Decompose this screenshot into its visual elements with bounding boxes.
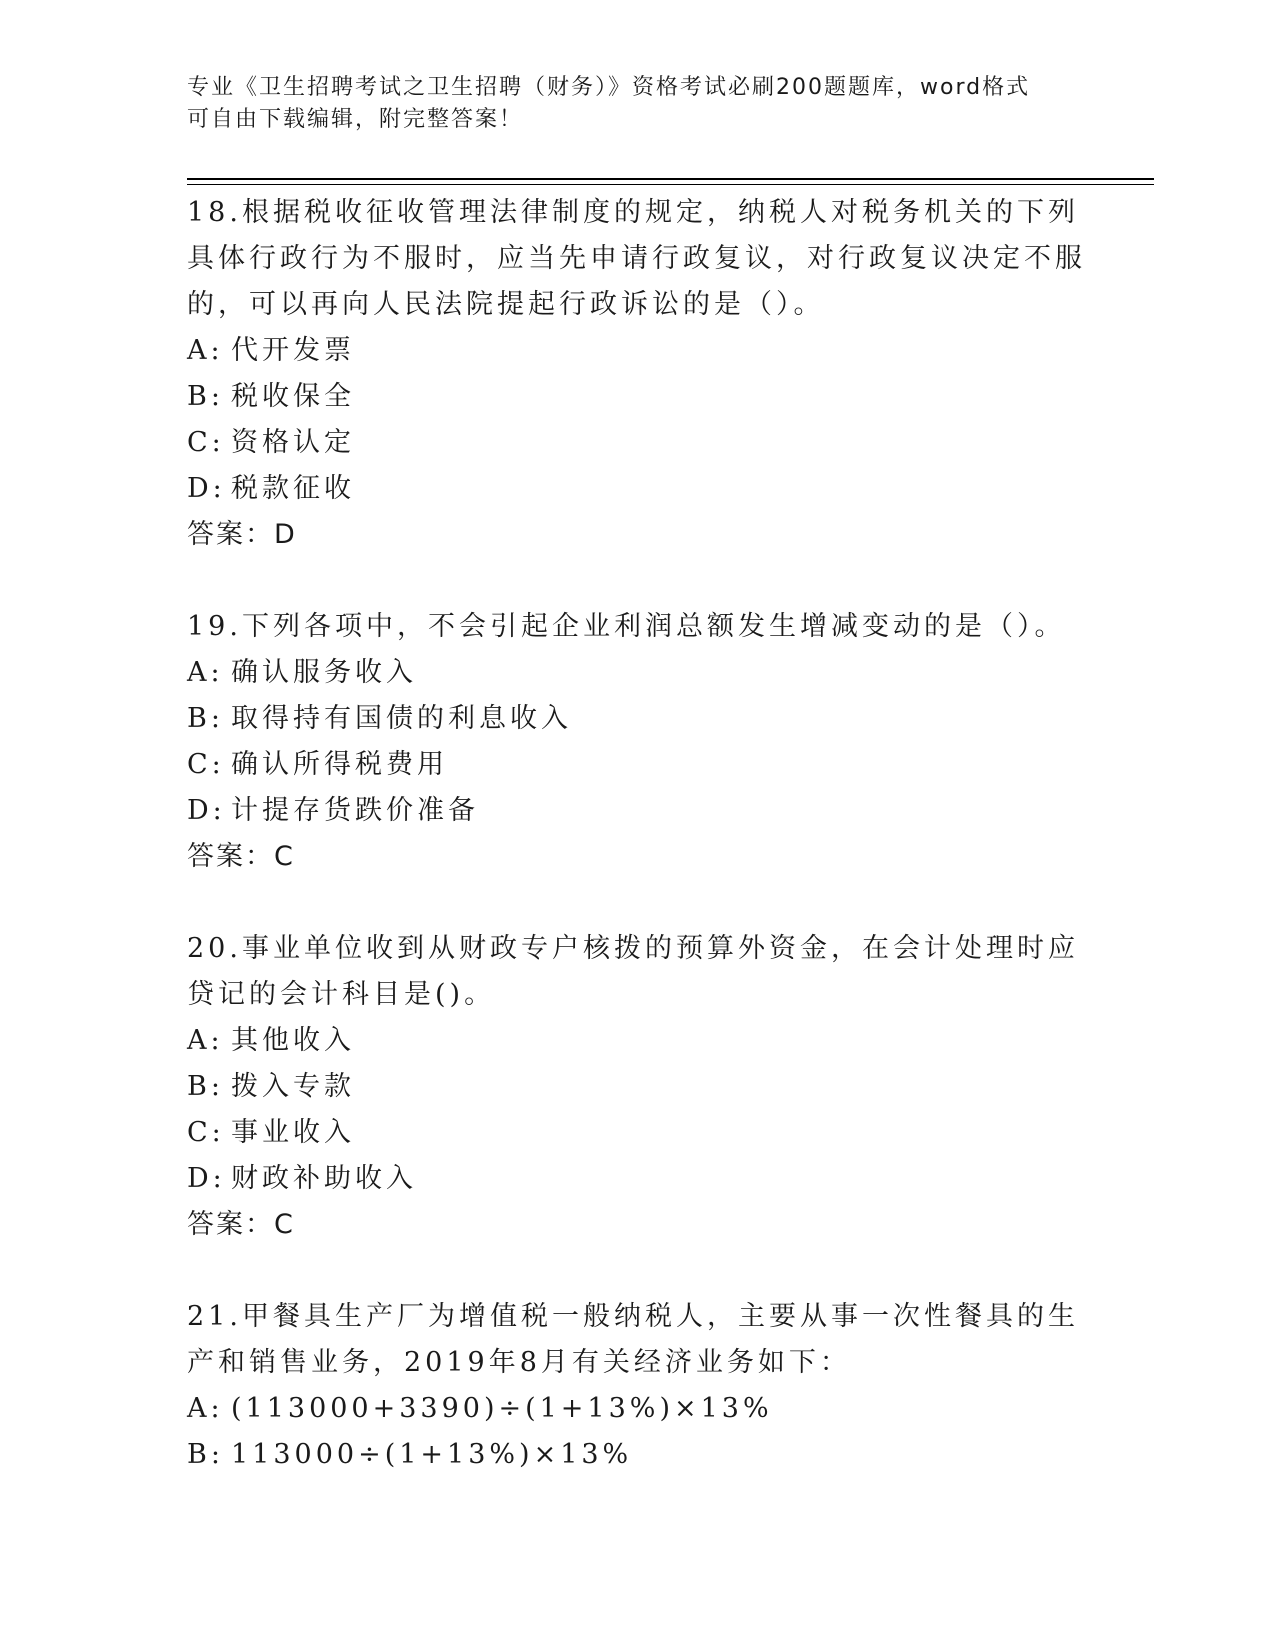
option-text: 113000÷(1+13%)×13% [231,1439,633,1470]
option-key: D: [187,1163,226,1194]
option-key: C: [187,1117,225,1148]
option-b [187,1432,1087,1478]
header-divider-thin [187,184,1154,185]
option-b [187,1064,1087,1110]
option-c [187,420,1087,466]
option-key: B: [187,1439,224,1470]
option-d [187,466,1087,512]
option-a [187,650,1087,696]
option-key: C: [187,427,225,458]
question-stem: 21.甲餐具生产厂为增值税一般纳税人，主要从事一次性餐具的生产和销售业务，2019年8月有关经济业务如下： [187,1301,1079,1378]
answer: 答案：D [187,519,297,550]
option-text: 取得持有国债的利息收入 [231,703,572,734]
option-text: (113000+3390)÷(1+13%)×13% [231,1393,773,1424]
header-line-2: 可自由下载编辑，附完整答案！ [187,107,524,132]
option-text: 其他收入 [231,1025,355,1056]
option-key: A: [187,335,224,366]
question-stem: 18.根据税收征收管理法律制度的规定，纳税人对税务机关的下列具体行政行为不服时，应当先申请行政复议，对行政复议决定不服的，可以再向人民法院提起行政诉讼的是（）。 [187,197,1086,320]
option-key: A: [187,657,224,688]
answer: 答案：C [187,841,295,872]
option-text: 计提存货跌价准备 [231,795,479,826]
option-b [187,696,1087,742]
option-text: 财政补助收入 [231,1163,417,1194]
option-key: B: [187,1071,224,1102]
option-a [187,1018,1087,1064]
document-header [187,72,1087,136]
question-stem: 19.下列各项中，不会引起企业利润总额发生增减变动的是（）。 [187,611,1066,642]
option-key: B: [187,703,224,734]
option-d [187,1156,1087,1202]
option-key: A: [187,1025,224,1056]
option-c [187,1110,1087,1156]
question-20 [187,926,1087,1248]
option-b [187,374,1087,420]
option-d [187,788,1087,834]
question-21 [187,1294,1087,1478]
option-text: 确认服务收入 [231,657,417,688]
option-a [187,1386,1087,1432]
answer: 答案：C [187,1209,295,1240]
option-key: A: [187,1393,224,1424]
option-text: 税收保全 [231,381,355,412]
header-divider-thick [187,178,1154,180]
option-c [187,742,1087,788]
question-19 [187,604,1087,880]
header-line-1: 专业《卫生招聘考试之卫生招聘（财务）》资格考试必刷200题题库，word格式 [187,75,1031,100]
option-text: 税款征收 [231,473,355,504]
question-stem: 20.事业单位收到从财政专户核拨的预算外资金，在会计处理时应贷记的会计科目是()。 [187,933,1079,1010]
option-text: 代开发票 [231,335,355,366]
option-key: B: [187,381,224,412]
option-a [187,328,1087,374]
option-text: 资格认定 [231,427,355,458]
question-list [187,190,1087,1524]
option-key: D: [187,795,226,826]
option-text: 拨入专款 [231,1071,355,1102]
option-key: D: [187,473,226,504]
option-text: 事业收入 [231,1117,355,1148]
option-text: 确认所得税费用 [231,749,448,780]
option-key: C: [187,749,225,780]
question-18 [187,190,1087,558]
